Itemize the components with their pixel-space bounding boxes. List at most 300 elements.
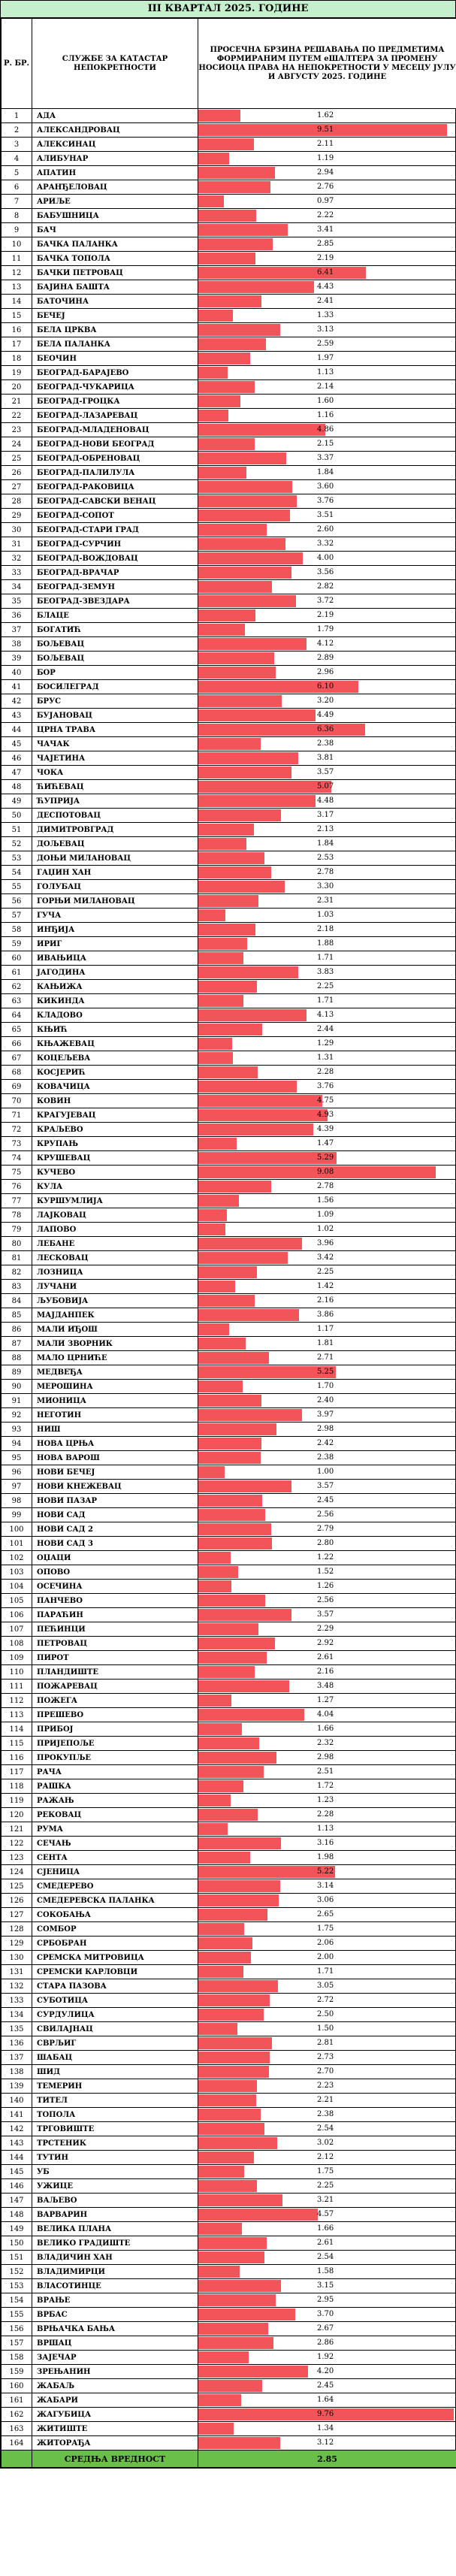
table-row bbox=[2, 966, 456, 980]
table-row bbox=[2, 1565, 456, 1580]
office-name: ЖАГУБИЦА bbox=[32, 2408, 198, 2422]
office-name: ВЕЛИКО ГРАДИШТЕ bbox=[32, 2236, 198, 2251]
table-row bbox=[2, 894, 456, 909]
office-name: МАЈДАНПЕК bbox=[32, 1308, 198, 1323]
table-row bbox=[2, 366, 456, 380]
value-cell bbox=[198, 1494, 456, 1508]
office-name: ЋИЋЕВАЦ bbox=[32, 780, 198, 794]
value-cell bbox=[198, 737, 456, 751]
value-cell bbox=[198, 1423, 456, 1437]
table-row bbox=[2, 480, 456, 494]
value-bar bbox=[198, 1609, 291, 1621]
value-cell bbox=[198, 2222, 456, 2236]
value-bar bbox=[198, 1809, 258, 1821]
table-row bbox=[2, 823, 456, 837]
table-row bbox=[2, 2222, 456, 2236]
office-name: ЛУЧАНИ bbox=[32, 1280, 198, 1294]
value-cell bbox=[198, 2265, 456, 2279]
table-row bbox=[2, 1023, 456, 1037]
row-number: 124 bbox=[2, 1865, 32, 1879]
value-cell bbox=[198, 1451, 456, 1465]
row-number: 50 bbox=[2, 809, 32, 823]
value-label: 1.64 bbox=[317, 2396, 334, 2404]
value-cell bbox=[198, 1594, 456, 1608]
office-name: БУЈАНОВАЦ bbox=[32, 709, 198, 723]
value-cell bbox=[198, 1180, 456, 1194]
value-cell bbox=[198, 1737, 456, 1751]
value-cell bbox=[198, 1551, 456, 1565]
table-row bbox=[2, 809, 456, 823]
office-name: КРАГУЈЕВАЦ bbox=[32, 1108, 198, 1123]
table-row bbox=[2, 2393, 456, 2408]
row-number: 16 bbox=[2, 323, 32, 337]
value-cell bbox=[198, 1894, 456, 1908]
office-name: БАЧКИ ПЕТРОВАЦ bbox=[32, 266, 198, 280]
value-cell bbox=[198, 2008, 456, 2022]
value-label: 2.42 bbox=[317, 1439, 334, 1447]
value-label: 1.03 bbox=[317, 911, 334, 919]
data-table bbox=[1, 18, 456, 2468]
table-row bbox=[2, 2051, 456, 2065]
value-label: 3.32 bbox=[317, 540, 334, 548]
value-bar bbox=[198, 1095, 322, 1107]
value-bar bbox=[198, 295, 261, 307]
office-name: ТРГОВИШТЕ bbox=[32, 2122, 198, 2136]
value-bar bbox=[198, 281, 314, 293]
office-name: БЕОГРАД-ЛАЗАРЕВАЦ bbox=[32, 409, 198, 423]
row-number: 41 bbox=[2, 680, 32, 694]
table-row bbox=[2, 409, 456, 423]
office-name: ЧОКА bbox=[32, 766, 198, 780]
value-label: 1.79 bbox=[317, 625, 334, 633]
value-bar bbox=[198, 1894, 279, 1906]
table-row bbox=[2, 1922, 456, 1937]
row-number: 138 bbox=[2, 2065, 32, 2079]
value-label: 1.02 bbox=[317, 1225, 334, 1233]
value-label: 1.56 bbox=[317, 1196, 334, 1205]
office-name: МЕДВЕЂА bbox=[32, 1365, 198, 1380]
office-name: ВРАЊЕ bbox=[32, 2293, 198, 2308]
value-bar bbox=[198, 1109, 328, 1121]
row-number: 52 bbox=[2, 837, 32, 851]
office-name: БОСИЛЕГРАД bbox=[32, 680, 198, 694]
value-label: 2.71 bbox=[317, 1353, 334, 1362]
office-name: БЕОГРАД-БАРАЈЕВО bbox=[32, 366, 198, 380]
table-row bbox=[2, 1908, 456, 1922]
value-label: 9.51 bbox=[317, 125, 334, 134]
value-bar bbox=[198, 638, 307, 650]
row-number: 58 bbox=[2, 923, 32, 937]
value-bar bbox=[198, 2080, 257, 2092]
row-number: 153 bbox=[2, 2279, 32, 2293]
office-name: СТАРА ПАЗОВА bbox=[32, 1979, 198, 1994]
value-label: 1.31 bbox=[317, 1054, 334, 1062]
value-cell bbox=[198, 623, 456, 637]
value-cell bbox=[198, 1580, 456, 1594]
value-bar bbox=[198, 567, 291, 579]
value-bar bbox=[198, 838, 246, 850]
table-row bbox=[2, 2036, 456, 2051]
table-row bbox=[2, 1408, 456, 1423]
value-label: 4.57 bbox=[317, 2210, 334, 2218]
row-number: 65 bbox=[2, 1023, 32, 1037]
office-name: НОВИ ПАЗАР bbox=[32, 1494, 198, 1508]
office-name: ПЕТРОВАЦ bbox=[32, 1637, 198, 1651]
row-number: 87 bbox=[2, 1337, 32, 1351]
table-row bbox=[2, 1265, 456, 1280]
row-number: 146 bbox=[2, 2179, 32, 2194]
office-name: ВРШАЦ bbox=[32, 2336, 198, 2351]
value-label: 2.98 bbox=[317, 1753, 334, 1761]
office-name: БЛАЦЕ bbox=[32, 609, 198, 623]
value-bar bbox=[198, 1909, 267, 1921]
row-number: 117 bbox=[2, 1765, 32, 1779]
row-number: 80 bbox=[2, 1237, 32, 1251]
value-bar bbox=[198, 1009, 307, 1021]
value-bar bbox=[198, 1523, 271, 1535]
average-value: 2.85 bbox=[198, 2451, 456, 2468]
table-row bbox=[2, 2379, 456, 2393]
value-label: 3.56 bbox=[317, 568, 334, 576]
row-number: 145 bbox=[2, 2165, 32, 2179]
table-row bbox=[2, 1894, 456, 1908]
value-label: 2.56 bbox=[317, 1510, 334, 1519]
value-bar bbox=[198, 524, 267, 536]
value-cell bbox=[198, 1294, 456, 1308]
row-number: 69 bbox=[2, 1080, 32, 1094]
table-row bbox=[2, 1008, 456, 1023]
row-number: 111 bbox=[2, 1680, 32, 1694]
value-bar bbox=[198, 1038, 232, 1050]
value-bar bbox=[198, 1409, 302, 1421]
value-cell bbox=[198, 994, 456, 1008]
value-cell bbox=[198, 1608, 456, 1622]
value-label: 2.67 bbox=[317, 2324, 334, 2333]
row-number: 120 bbox=[2, 1808, 32, 1822]
value-label: 3.70 bbox=[317, 2310, 334, 2318]
row-number: 33 bbox=[2, 566, 32, 580]
table-row bbox=[2, 1237, 456, 1251]
value-cell bbox=[198, 138, 456, 152]
value-label: 1.81 bbox=[317, 1339, 334, 1347]
value-bar bbox=[198, 2123, 264, 2135]
table-row bbox=[2, 452, 456, 466]
office-name: СРБОБРАН bbox=[32, 1937, 198, 1951]
value-label: 1.13 bbox=[317, 368, 334, 376]
value-bar bbox=[198, 766, 291, 779]
office-name: МАЛО ЦРНИЋЕ bbox=[32, 1351, 198, 1365]
value-cell bbox=[198, 1308, 456, 1323]
value-label: 1.84 bbox=[317, 468, 334, 476]
value-label: 2.28 bbox=[317, 1068, 334, 1076]
row-number: 3 bbox=[2, 138, 32, 152]
value-bar bbox=[198, 352, 250, 364]
value-bar bbox=[198, 153, 229, 165]
value-label: 2.25 bbox=[317, 2181, 334, 2190]
value-label: 2.14 bbox=[317, 382, 334, 391]
office-name: БЕОГРАД-СУРЧИН bbox=[32, 537, 198, 552]
value-label: 2.13 bbox=[317, 825, 334, 833]
value-label: 2.78 bbox=[317, 1182, 334, 1190]
row-number: 147 bbox=[2, 2194, 32, 2208]
table-row bbox=[2, 2008, 456, 2022]
table-row bbox=[2, 2265, 456, 2279]
value-bar bbox=[198, 909, 225, 921]
value-bar bbox=[198, 2023, 237, 2035]
value-cell bbox=[198, 109, 456, 123]
row-number: 107 bbox=[2, 1622, 32, 1637]
row-number: 18 bbox=[2, 352, 32, 366]
value-label: 6.10 bbox=[317, 682, 334, 691]
value-bar bbox=[198, 1537, 272, 1550]
average-row bbox=[2, 2451, 456, 2468]
value-cell bbox=[198, 1380, 456, 1394]
office-name: ШИД bbox=[32, 2065, 198, 2079]
table-row bbox=[2, 2365, 456, 2379]
office-name: СМЕДЕРЕВСКА ПАЛАНКА bbox=[32, 1894, 198, 1908]
table-row bbox=[2, 1794, 456, 1808]
row-number: 11 bbox=[2, 252, 32, 266]
value-cell bbox=[198, 666, 456, 680]
value-bar bbox=[198, 2166, 244, 2178]
value-bar bbox=[198, 552, 303, 564]
table-row bbox=[2, 2322, 456, 2336]
table-header-row bbox=[2, 19, 456, 109]
value-label: 2.85 bbox=[317, 240, 334, 248]
table-row bbox=[2, 1494, 456, 1508]
row-number: 137 bbox=[2, 2051, 32, 2065]
value-bar bbox=[198, 1181, 271, 1193]
row-number: 90 bbox=[2, 1380, 32, 1394]
table-row bbox=[2, 166, 456, 180]
value-cell bbox=[198, 552, 456, 566]
value-cell bbox=[198, 866, 456, 880]
table-row bbox=[2, 1979, 456, 1994]
office-name: ПРИБОЈ bbox=[32, 1722, 198, 1737]
value-cell bbox=[198, 2408, 456, 2422]
value-bar bbox=[198, 724, 365, 736]
row-number: 149 bbox=[2, 2222, 32, 2236]
table-row bbox=[2, 609, 456, 623]
value-bar bbox=[198, 752, 298, 764]
value-bar bbox=[198, 2037, 272, 2049]
row-number: 108 bbox=[2, 1637, 32, 1651]
value-label: 2.79 bbox=[317, 1525, 334, 1533]
value-label: 0.97 bbox=[317, 197, 334, 205]
value-cell bbox=[198, 2322, 456, 2336]
value-cell bbox=[198, 166, 456, 180]
office-name: БОЉЕВАЦ bbox=[32, 652, 198, 666]
value-bar bbox=[198, 395, 240, 407]
row-number: 59 bbox=[2, 937, 32, 951]
office-name: ЉУБОВИЈА bbox=[32, 1294, 198, 1308]
value-cell bbox=[198, 794, 456, 809]
value-label: 2.81 bbox=[317, 2039, 334, 2047]
value-label: 4.12 bbox=[317, 639, 334, 648]
value-label: 1.26 bbox=[317, 1582, 334, 1590]
office-name: СЕЧАЊ bbox=[32, 1837, 198, 1851]
value-cell bbox=[198, 1508, 456, 1522]
value-label: 1.23 bbox=[317, 1796, 334, 1804]
value-bar bbox=[198, 2366, 308, 2378]
office-name: БЕОГРАД-СТАРИ ГРАД bbox=[32, 523, 198, 537]
table-row bbox=[2, 2351, 456, 2365]
row-number: 70 bbox=[2, 1094, 32, 1108]
value-cell bbox=[198, 751, 456, 766]
table-row bbox=[2, 2279, 456, 2293]
value-label: 6.36 bbox=[317, 725, 334, 733]
table-row bbox=[2, 1208, 456, 1223]
table-row bbox=[2, 1537, 456, 1551]
row-number: 135 bbox=[2, 2022, 32, 2036]
value-label: 2.38 bbox=[317, 2110, 334, 2118]
table-row bbox=[2, 1694, 456, 1708]
value-label: 1.29 bbox=[317, 1039, 334, 1048]
value-bar bbox=[198, 324, 280, 336]
table-row bbox=[2, 109, 456, 123]
office-name: СУБОТИЦА bbox=[32, 1994, 198, 2008]
row-number: 14 bbox=[2, 295, 32, 309]
row-number: 28 bbox=[2, 494, 32, 509]
table-row bbox=[2, 751, 456, 766]
row-number: 38 bbox=[2, 637, 32, 652]
row-number: 143 bbox=[2, 2136, 32, 2151]
value-cell bbox=[198, 266, 456, 280]
office-name: БОР bbox=[32, 666, 198, 680]
row-number: 156 bbox=[2, 2322, 32, 2336]
office-name: БАЧКА ТОПОЛА bbox=[32, 252, 198, 266]
office-name: ТУТИН bbox=[32, 2151, 198, 2165]
value-cell bbox=[198, 709, 456, 723]
table-row bbox=[2, 309, 456, 323]
office-name: КУРШУМЛИЈА bbox=[32, 1194, 198, 1208]
value-label: 2.56 bbox=[317, 1596, 334, 1604]
row-number: 13 bbox=[2, 280, 32, 295]
value-bar bbox=[198, 2151, 254, 2163]
row-number: 141 bbox=[2, 2108, 32, 2122]
value-bar bbox=[198, 2337, 273, 2349]
value-label: 3.05 bbox=[317, 1982, 334, 1990]
row-number: 51 bbox=[2, 823, 32, 837]
value-label: 2.38 bbox=[317, 1453, 334, 1462]
row-number: 133 bbox=[2, 1994, 32, 2008]
value-label: 3.17 bbox=[317, 811, 334, 819]
value-label: 2.38 bbox=[317, 739, 334, 748]
value-cell bbox=[198, 1937, 456, 1951]
row-number: 54 bbox=[2, 866, 32, 880]
value-cell bbox=[198, 523, 456, 537]
value-bar bbox=[198, 1081, 297, 1093]
value-cell bbox=[198, 652, 456, 666]
office-name: ЋУПРИЈА bbox=[32, 794, 198, 809]
row-number: 22 bbox=[2, 409, 32, 423]
row-number: 95 bbox=[2, 1451, 32, 1465]
value-cell bbox=[198, 2036, 456, 2051]
office-name: ЖАБАРИ bbox=[32, 2393, 198, 2408]
table-row bbox=[2, 1865, 456, 1879]
office-name: ЈАГОДИНА bbox=[32, 966, 198, 980]
row-number: 45 bbox=[2, 737, 32, 751]
table-row bbox=[2, 2179, 456, 2194]
value-bar bbox=[198, 2009, 264, 2021]
value-cell bbox=[198, 1851, 456, 1865]
table-row bbox=[2, 123, 456, 138]
row-number: 101 bbox=[2, 1537, 32, 1551]
value-label: 1.97 bbox=[317, 354, 334, 362]
value-cell bbox=[198, 2122, 456, 2136]
office-name: ТИТЕЛ bbox=[32, 2094, 198, 2108]
value-label: 3.41 bbox=[317, 225, 334, 234]
office-name: КЛАДОВО bbox=[32, 1008, 198, 1023]
table-row bbox=[2, 566, 456, 580]
office-name: ТРСТЕНИК bbox=[32, 2136, 198, 2151]
value-label: 2.54 bbox=[317, 2124, 334, 2133]
value-bar bbox=[198, 1123, 313, 1135]
value-cell bbox=[198, 195, 456, 209]
value-bar bbox=[198, 1623, 258, 1635]
office-name: МАЛИ ИЂОШ bbox=[32, 1323, 198, 1337]
value-bar bbox=[198, 2051, 270, 2064]
table-row bbox=[2, 1751, 456, 1765]
value-bar bbox=[198, 667, 276, 679]
table-row bbox=[2, 1580, 456, 1594]
value-label: 2.19 bbox=[317, 611, 334, 619]
office-name: ОЏАЦИ bbox=[32, 1551, 198, 1565]
value-label: 2.61 bbox=[317, 2239, 334, 2247]
row-number: 103 bbox=[2, 1565, 32, 1580]
table-row bbox=[2, 2336, 456, 2351]
value-bar bbox=[198, 1023, 262, 1036]
office-name: БЕОГРАД-ОБРЕНОВАЦ bbox=[32, 452, 198, 466]
value-bar bbox=[198, 1452, 261, 1464]
header-rb: Р. БР. bbox=[2, 19, 32, 109]
row-number: 36 bbox=[2, 609, 32, 623]
row-number: 98 bbox=[2, 1494, 32, 1508]
value-label: 3.02 bbox=[317, 2139, 334, 2147]
table-row bbox=[2, 1851, 456, 1865]
value-bar bbox=[198, 481, 292, 493]
office-name: КОЦЕЉЕВА bbox=[32, 1051, 198, 1066]
row-number: 91 bbox=[2, 1394, 32, 1408]
table-row bbox=[2, 1651, 456, 1665]
office-name: ВЕЛИКА ПЛАНА bbox=[32, 2222, 198, 2236]
table-row bbox=[2, 138, 456, 152]
table-row bbox=[2, 1637, 456, 1651]
value-bar bbox=[198, 2180, 257, 2192]
value-bar bbox=[198, 110, 240, 122]
value-cell bbox=[198, 2422, 456, 2436]
value-bar bbox=[198, 595, 296, 607]
value-cell bbox=[198, 395, 456, 409]
value-bar bbox=[198, 252, 255, 265]
office-name: БЕЛА ЦРКВА bbox=[32, 323, 198, 337]
value-label: 3.60 bbox=[317, 482, 334, 491]
value-label: 1.70 bbox=[317, 1382, 334, 1390]
office-name: ЛАЈКОВАЦ bbox=[32, 1208, 198, 1223]
row-number: 102 bbox=[2, 1551, 32, 1565]
table-row bbox=[2, 1337, 456, 1351]
value-bar bbox=[198, 2194, 282, 2206]
value-cell bbox=[198, 2436, 456, 2451]
office-name: ПИРОТ bbox=[32, 1651, 198, 1665]
table-row bbox=[2, 252, 456, 266]
office-name: ЗАЈЕЧАР bbox=[32, 2351, 198, 2365]
value-label: 1.19 bbox=[317, 154, 334, 162]
value-label: 5.25 bbox=[317, 1368, 334, 1376]
value-bar bbox=[198, 1595, 265, 1607]
table-row bbox=[2, 523, 456, 537]
table-row bbox=[2, 1508, 456, 1522]
